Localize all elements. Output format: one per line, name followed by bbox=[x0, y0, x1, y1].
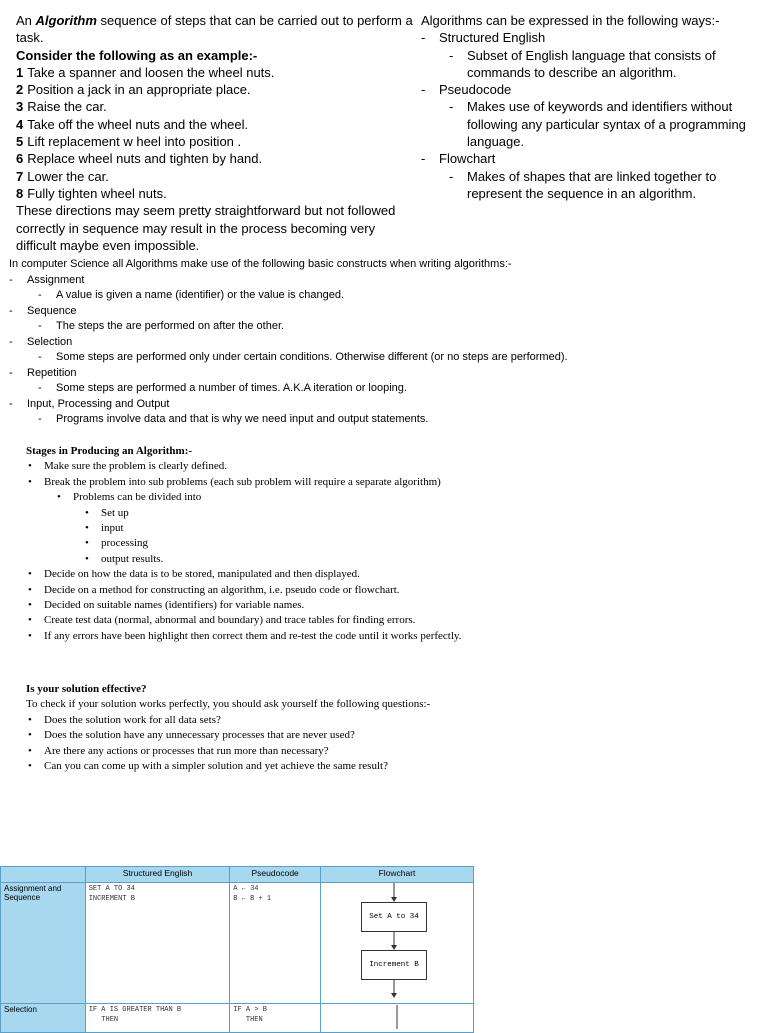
list-item: • Are there any actions or processes that run more than necessary? bbox=[26, 744, 746, 759]
list-item: - Programs involve data and that is why we need input and output statements. bbox=[9, 412, 749, 428]
list-item bbox=[16, 185, 414, 202]
example-conclusion: These directions may seem pretty straightforward but not followed correctly in sequence may result in the process becoming very difficult maybe even impossible. bbox=[16, 203, 396, 253]
list-item: - A value is given a name (identifier) or the value is changed. bbox=[9, 288, 749, 304]
english-cell: SET A TO 34 INCREMENT B bbox=[85, 883, 230, 1004]
stages-title: Stages in Producing an Algorithm:- bbox=[26, 445, 193, 457]
algorithm-intro: An Algorithm sequence of steps that can be carried out to perform a task. bbox=[16, 13, 413, 46]
expression-ways-list bbox=[421, 29, 761, 202]
step-text: Lower the car. bbox=[27, 168, 109, 184]
list-item: • Make sure the problem is clearly defined. bbox=[26, 459, 746, 474]
expression-ways-column bbox=[421, 12, 761, 202]
step-text: Take a spanner and loosen the wheel nuts. bbox=[27, 64, 275, 80]
stages-subsub-list bbox=[26, 506, 746, 568]
flowchart-arrows bbox=[321, 883, 467, 1003]
step-text: Replace wheel nuts and tighten by hand. bbox=[27, 151, 263, 167]
stages-section bbox=[26, 444, 746, 644]
algorithm-definition-column bbox=[16, 12, 414, 254]
step-number: 7 bbox=[16, 168, 24, 184]
flowchart-arrow-stub bbox=[324, 1005, 470, 1029]
list-item: - Makes use of keywords and identifiers without following any particular syntax of a programming language. bbox=[421, 98, 761, 150]
list-item: - Assignment bbox=[9, 273, 749, 289]
list-item bbox=[16, 81, 414, 98]
basic-constructs-section bbox=[9, 257, 749, 428]
list-item: • Set up bbox=[26, 506, 746, 521]
list-item: - Makes of shapes that are linked together to represent the sequence in an algorithm. bbox=[421, 168, 761, 203]
list-item: - Flowchart bbox=[421, 150, 761, 167]
algorithm-term: Algorithm bbox=[35, 13, 97, 28]
step-text: Take off the wheel nuts and the wheel. bbox=[27, 116, 249, 132]
list-item: - Subset of English language that consists of commands to describe an algorithm. bbox=[421, 47, 761, 82]
step-number: 6 bbox=[16, 151, 24, 167]
table-header-row bbox=[1, 867, 474, 883]
example-steps-list bbox=[16, 64, 414, 202]
flow-box-assign: Set A to 34 bbox=[361, 902, 427, 932]
list-item: • Break the problem into sub problems (each sub problem will require a separate algorithm) bbox=[26, 475, 746, 490]
step-text: Position a jack in an appropriate place. bbox=[27, 82, 251, 98]
list-item: • Decided on suitable names (identifiers) for variable names. bbox=[26, 598, 746, 613]
step-number: 4 bbox=[16, 116, 24, 132]
list-item bbox=[16, 150, 414, 167]
list-item: - Some steps are performed a number of times. A.K.A iteration or looping. bbox=[9, 381, 749, 397]
list-item: - Pseudocode bbox=[421, 81, 761, 98]
table-header-pseudocode: Pseudocode bbox=[230, 867, 321, 883]
list-item bbox=[16, 133, 414, 150]
row-label: Assignment and Sequence bbox=[1, 883, 86, 1004]
list-item: - The steps the are performed on after the other. bbox=[9, 319, 749, 335]
effective-title: Is your solution effective? bbox=[26, 683, 147, 695]
list-item: - Selection bbox=[9, 335, 749, 351]
flowchart-cell bbox=[321, 1004, 474, 1033]
list-item: • Can you can come up with a simpler solution and yet achieve the same result? bbox=[26, 759, 746, 774]
effective-intro: To check if your solution works perfectly, you should ask yourself the following questions:- bbox=[26, 698, 431, 711]
constructs-intro: In computer Science all Algorithms make use of the following basic constructs when writing algorithms:- bbox=[9, 258, 512, 270]
step-number: 3 bbox=[16, 99, 24, 115]
list-item: • input bbox=[26, 521, 746, 536]
list-item bbox=[16, 116, 414, 133]
pseudocode-cell: IF A > B THEN bbox=[230, 1004, 321, 1033]
effective-questions-list bbox=[26, 713, 746, 775]
list-item bbox=[16, 98, 414, 115]
row-label: Selection bbox=[1, 1004, 86, 1033]
list-item: • processing bbox=[26, 536, 746, 551]
list-item: • Decide on a method for constructing an algorithm, i.e. pseudo code or flowchart. bbox=[26, 583, 746, 598]
step-number: 5 bbox=[16, 134, 24, 150]
step-number: 2 bbox=[16, 82, 24, 98]
list-item: • Decide on how the data is to be stored, manipulated and then displayed. bbox=[26, 567, 746, 582]
pseudocode-cell: A ← 34 B ← B + 1 bbox=[230, 883, 321, 1004]
list-item: - Sequence bbox=[9, 304, 749, 320]
stages-rest-list bbox=[26, 567, 746, 644]
list-item bbox=[16, 64, 414, 81]
table-header-english: Structured English bbox=[85, 867, 230, 883]
list-item: • output results. bbox=[26, 552, 746, 567]
list-item: • Does the solution have any unnecessary processes that are never used? bbox=[26, 728, 746, 743]
list-item: - Repetition bbox=[9, 366, 749, 382]
step-text: Raise the car. bbox=[27, 99, 107, 115]
list-item: - Some steps are performed only under certain conditions. Otherwise different (or no steps are performed). bbox=[9, 350, 749, 366]
expression-ways-heading: Algorithms can be expressed in the following ways:- bbox=[421, 13, 720, 28]
example-heading: Consider the following as an example:- bbox=[16, 47, 258, 63]
step-text: Fully tighten wheel nuts. bbox=[27, 185, 167, 201]
list-item: • Does the solution work for all data sets? bbox=[26, 713, 746, 728]
constructs-list bbox=[9, 273, 749, 428]
list-item bbox=[16, 168, 414, 185]
list-item: • Create test data (normal, abnormal and boundary) and trace tables for finding errors. bbox=[26, 613, 746, 628]
english-cell: IF A IS GREATER THAN B THEN bbox=[85, 1004, 230, 1033]
step-number: 1 bbox=[16, 64, 24, 80]
effective-section bbox=[26, 682, 746, 774]
list-item: - Structured English bbox=[421, 29, 761, 46]
list-item: - Input, Processing and Output bbox=[9, 397, 749, 413]
flowchart-cell bbox=[321, 883, 474, 1004]
step-text: Lift replacement w heel into position . bbox=[27, 134, 242, 150]
table-row bbox=[1, 883, 474, 1004]
flow-box-increment: Increment B bbox=[361, 950, 427, 980]
table-header-flowchart: Flowchart bbox=[321, 867, 474, 883]
table-header-blank bbox=[1, 867, 86, 883]
constructs-table bbox=[0, 866, 474, 1024]
list-item: • If any errors have been highlight then correct them and re-test the code until it works perfectly. bbox=[26, 629, 746, 644]
list-item: • Problems can be divided into bbox=[26, 490, 746, 505]
table-row bbox=[1, 1004, 474, 1033]
step-number: 8 bbox=[16, 185, 24, 201]
